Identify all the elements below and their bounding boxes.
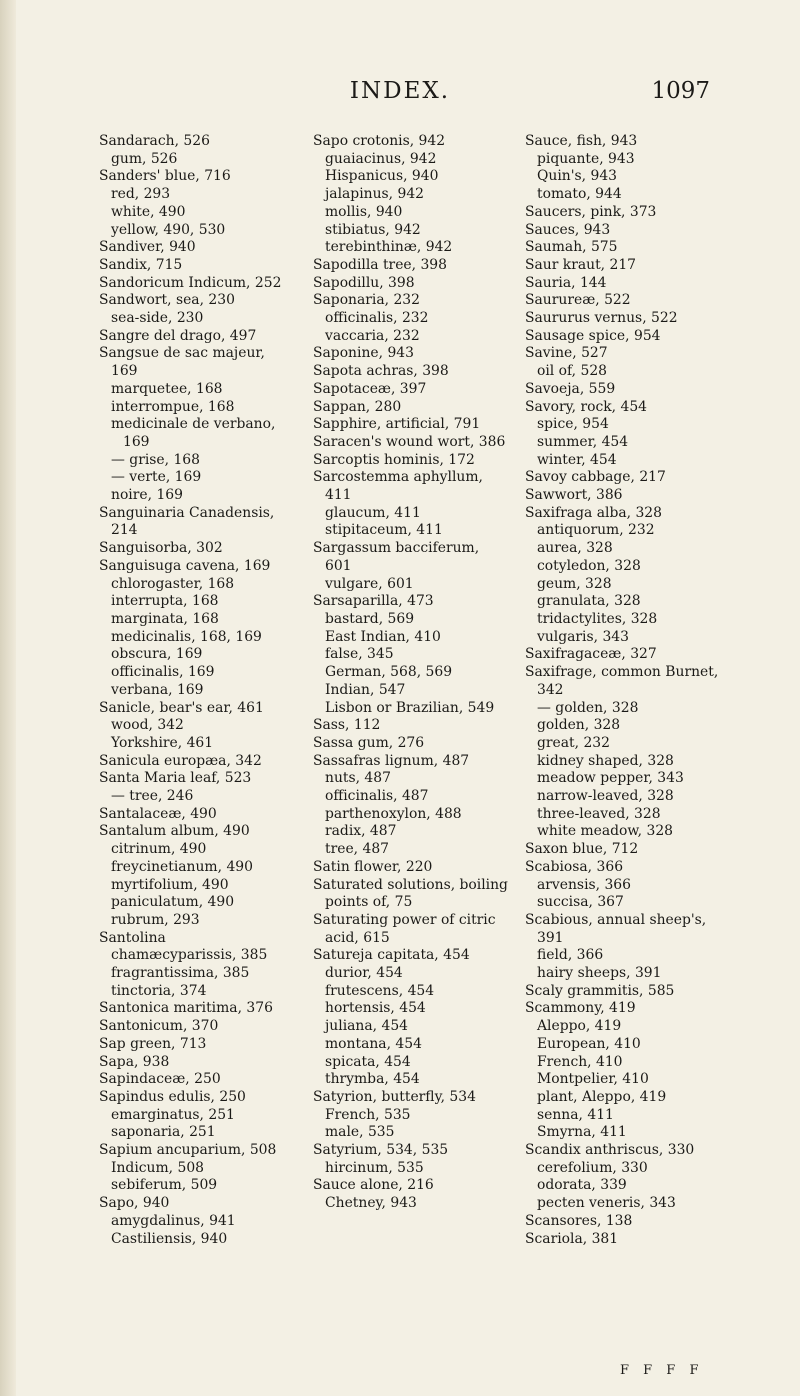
- index-entry: Saur kraut, 217: [525, 256, 637, 273]
- index-entry: Sandoricum Indicum, 252: [99, 274, 282, 291]
- index-subentry: saponaria, 251: [111, 1124, 216, 1141]
- index-subentry: golden, 328: [537, 717, 621, 734]
- index-subentry: field, 366: [537, 947, 604, 964]
- index-entry: Sapindaceæ, 250: [99, 1071, 221, 1088]
- index-subentry: Indicum, 508: [111, 1159, 205, 1176]
- index-entry: Sandwort, sea, 230: [99, 292, 235, 309]
- index-entry: Sauria, 144: [525, 274, 607, 291]
- index-subentry: radix, 487: [325, 823, 397, 840]
- index-entry: Sauces, 943: [525, 221, 611, 238]
- index-subentry: sea-side, 230: [111, 310, 204, 327]
- index-subentry: false, 345: [325, 646, 394, 663]
- index-entry: Sarcoptis hominis, 172: [313, 451, 475, 468]
- index-entry: Saucers, pink, 373: [525, 203, 657, 220]
- index-subentry: nuts, 487: [325, 770, 391, 787]
- index-subentry: Montpelier, 410: [537, 1071, 649, 1088]
- index-subentry: thrymba, 454: [325, 1071, 420, 1088]
- index-subentry: cerefolium, 330: [537, 1159, 648, 1176]
- index-subentry: bastard, 569: [325, 610, 415, 627]
- index-subentry: amygdalinus, 941: [111, 1212, 236, 1229]
- index-entry: Saturating power of citric acid, 615: [313, 911, 496, 946]
- index-entry: Sangsue de sac majeur, 169: [99, 345, 265, 380]
- index-subentry: succisa, 367: [537, 894, 624, 911]
- index-subentry: terebinthinæ, 942: [325, 239, 453, 256]
- index-subentry: freycinetianum, 490: [111, 858, 253, 875]
- index-subentry: kidney shaped, 328: [537, 752, 674, 769]
- index-entry: Sarcostemma aphyllum, 411: [313, 469, 483, 504]
- index-subentry: male, 535: [325, 1124, 395, 1141]
- index-subentry: red, 293: [111, 186, 171, 203]
- index-subentry: citrinum, 490: [111, 841, 207, 858]
- index-subentry: French, 410: [537, 1053, 623, 1070]
- page-number: 1097: [651, 78, 710, 104]
- index-subentry: Chetney, 943: [325, 1195, 417, 1212]
- index-subentry: vulgare, 601: [325, 575, 414, 592]
- index-entry: Saururеæ, 522: [525, 292, 631, 309]
- index-subentry: hortensis, 454: [325, 1000, 426, 1017]
- index-subentry: Lisbon or Brazilian, 549: [325, 699, 495, 716]
- index-entry: Scariola, 381: [525, 1230, 619, 1247]
- index-subentry: Aleppo, 419: [537, 1018, 622, 1035]
- index-subentry: arvensis, 366: [537, 876, 631, 893]
- index-entry: Sarsaparilla, 473: [313, 593, 434, 610]
- index-entry: Sapodilla tree, 398: [313, 256, 447, 273]
- index-subentry: medicinalis, 168, 169: [111, 628, 262, 645]
- index-subentry: winter, 454: [537, 451, 617, 468]
- index-entry: Sauce alone, 216: [313, 1177, 434, 1194]
- index-entry: Sapa, 938: [99, 1053, 170, 1070]
- index-subentry: obscura, 169: [111, 646, 203, 663]
- index-subentry: senna, 411: [537, 1106, 614, 1123]
- index-entry: Santalaceæ, 490: [99, 805, 217, 822]
- page-header: [0, 78, 800, 108]
- index-entry: Scabious, annual sheep's, 391: [525, 911, 707, 946]
- index-subentry: odorata, 339: [537, 1177, 627, 1194]
- index-subentry: pecten veneris, 343: [537, 1195, 676, 1212]
- index-entry: Sapphire, artificial, 791: [313, 416, 481, 433]
- index-column-2: [313, 133, 508, 1213]
- index-subentry: spicata, 454: [325, 1053, 411, 1070]
- index-subentry: plant, Aleppo, 419: [537, 1088, 667, 1105]
- index-subentry: white, 490: [111, 203, 186, 220]
- index-entry: Sandix, 715: [99, 256, 183, 273]
- index-entry: Scaly grammitis, 585: [525, 982, 675, 999]
- index-subentry: aurea, 328: [537, 540, 613, 557]
- index-subentry: glaucum, 411: [325, 504, 421, 521]
- index-subentry: frutescens, 454: [325, 982, 435, 999]
- index-entry: Sangre del drago, 497: [99, 327, 257, 344]
- index-subentry: stibiatus, 942: [325, 221, 421, 238]
- index-subentry: hairy sheeps, 391: [537, 965, 662, 982]
- index-subentry: gum, 526: [111, 150, 178, 167]
- index-subentry: spice, 954: [537, 416, 609, 433]
- index-subentry: white meadow, 328: [537, 823, 674, 840]
- index-subentry: Castiliensis, 940: [111, 1230, 228, 1247]
- index-entry: Satin flower, 220: [313, 858, 433, 875]
- index-subentry: mollis, 940: [325, 203, 403, 220]
- index-entry: Santonicum, 370: [99, 1018, 219, 1035]
- index-entry: Saxifragaceæ, 327: [525, 646, 657, 663]
- index-subentry: paniculatum, 490: [111, 894, 235, 911]
- index-entry: Scandix anthriscus, 330: [525, 1142, 695, 1159]
- index-entry: Scabiosa, 366: [525, 858, 624, 875]
- index-subentry: tree, 487: [325, 841, 390, 858]
- index-entry: Saxon blue, 712: [525, 841, 639, 858]
- index-subentry: piquante, 943: [537, 150, 635, 167]
- index-subentry: emarginatus, 251: [111, 1106, 235, 1123]
- index-entry: Sargassum bacciferum, 601: [313, 540, 480, 574]
- index-subentry: stipitaceum, 411: [325, 522, 443, 539]
- index-entry: Sausage spice, 954: [525, 327, 661, 344]
- signature-mark: F F F F: [620, 1363, 704, 1378]
- index-entry: Santolina chamæcyparissis, 385: [99, 929, 268, 964]
- index-entry: Sapo, 940: [99, 1195, 170, 1212]
- index-entry: Sanguisorba, 302: [99, 540, 223, 557]
- index-entry: Satyrium, 534, 535: [313, 1142, 449, 1159]
- index-subentry: narrow-leaved, 328: [537, 788, 674, 805]
- index-subentry: — grise, 168: [111, 451, 200, 468]
- index-subentry: officinalis, 169: [111, 664, 215, 681]
- index-subentry: guaiacinus, 942: [325, 150, 437, 167]
- index-subentry: European, 410: [537, 1035, 641, 1052]
- index-entry: Saxifrage, common Burnet, 342: [525, 664, 719, 698]
- index-entry: Sassafras lignum, 487: [313, 752, 470, 769]
- index-entry: Saumah, 575: [525, 239, 618, 256]
- index-subentry: marquetee, 168: [111, 380, 223, 397]
- index-entry: Sassa gum, 276: [313, 734, 425, 751]
- index-entry: Sappan, 280: [313, 398, 402, 415]
- index-entry: Sapium ancuparium, 508: [99, 1142, 277, 1159]
- index-subentry: myrtifolium, 490: [111, 876, 229, 893]
- index-entry: Sass, 112: [313, 717, 381, 734]
- index-entry: Santalum album, 490: [99, 823, 250, 840]
- index-entry: Santa Maria leaf, 523: [99, 770, 252, 787]
- index-entry: Sapodillu, 398: [313, 274, 415, 291]
- index-subentry: summer, 454: [537, 433, 629, 450]
- index-subentry: great, 232: [537, 734, 610, 751]
- index-entry: Sapota achras, 398: [313, 363, 449, 380]
- index-subentry: marginata, 168: [111, 610, 219, 627]
- index-subentry: vaccaria, 232: [325, 327, 420, 344]
- index-subentry: — golden, 328: [537, 699, 639, 716]
- index-entry: Saracen's wound wort, 386: [313, 433, 506, 450]
- index-subentry: German, 568, 569: [325, 664, 453, 681]
- index-entry: Saturated solutions, boiling points of, 75: [313, 876, 508, 911]
- index-entry: Savine, 527: [525, 345, 608, 362]
- index-entry: Satureja capitata, 454: [313, 947, 470, 964]
- index-subentry: chlorogaster, 168: [111, 575, 235, 592]
- index-subentry: tomato, 944: [537, 186, 622, 203]
- index-subentry: durior, 454: [325, 965, 403, 982]
- index-subentry: tridactylites, 328: [537, 610, 658, 627]
- index-entry: Sanguisuga cavena, 169: [99, 557, 271, 574]
- index-subentry: interrupta, 168: [111, 593, 219, 610]
- index-entry: Savory, rock, 454: [525, 398, 648, 415]
- index-entry: Sauce, fish, 943: [525, 133, 638, 149]
- index-subentry: interrompue, 168: [111, 398, 235, 415]
- index-entry: Saxifraga alba, 328: [525, 504, 662, 521]
- index-entry: Sap green, 713: [99, 1035, 207, 1052]
- index-subentry: officinalis, 487: [325, 788, 429, 805]
- index-entry: Sanicula europæa, 342: [99, 752, 262, 769]
- index-subentry: parthenoxylon, 488: [325, 805, 462, 822]
- index-subentry: yellow, 490, 530: [111, 221, 226, 238]
- index-subentry: noire, 169: [111, 487, 183, 504]
- index-entry: Sandarach, 526: [99, 133, 210, 149]
- index-subentry: Quin's, 943: [537, 168, 618, 185]
- index-subentry: oil of, 528: [537, 363, 608, 380]
- index-subentry: East Indian, 410: [325, 628, 441, 645]
- index-entry: Santonica maritima, 376: [99, 1000, 273, 1017]
- index-entry: Savoeja, 559: [525, 380, 616, 397]
- index-subentry: cotyledon, 328: [537, 557, 641, 574]
- index-entry: Sanguinaria Canadensis, 214: [99, 504, 275, 539]
- index-subentry: three-leaved, 328: [537, 805, 661, 822]
- index-subentry: rubrum, 293: [111, 911, 200, 928]
- index-subentry: geum, 328: [537, 575, 612, 592]
- page-gutter: [0, 0, 16, 1396]
- index-subentry: medicinale de verbano, 169: [111, 416, 276, 450]
- index-entry: Sapindus edulis, 250: [99, 1088, 246, 1105]
- index-subentry: sebiferum, 509: [111, 1177, 218, 1194]
- index-subentry: French, 535: [325, 1106, 411, 1123]
- index-subentry: wood, 342: [111, 717, 184, 734]
- index-subentry: antiquorum, 232: [537, 522, 655, 539]
- index-subentry: granulata, 328: [537, 593, 641, 610]
- index-subentry: hircinum, 535: [325, 1159, 424, 1176]
- index-subentry: tinctoria, 374: [111, 982, 207, 999]
- index-subentry: Smyrna, 411: [537, 1124, 627, 1141]
- index-column-3: [525, 133, 725, 1248]
- index-subentry: Indian, 547: [325, 681, 406, 698]
- index-subentry: — tree, 246: [111, 788, 194, 805]
- index-entry: Satyrion, butterfly, 534: [313, 1088, 476, 1105]
- index-column-1: [99, 133, 294, 1248]
- index-subentry: — verte, 169: [111, 469, 202, 486]
- index-subentry: officinalis, 232: [325, 310, 429, 327]
- index-entry: Sapotaceæ, 397: [313, 380, 427, 397]
- index-subentry: juliana, 454: [325, 1018, 408, 1035]
- index-entry: Savoy cabbage, 217: [525, 469, 666, 486]
- index-subentry: Hispanicus, 940: [325, 168, 439, 185]
- index-entry: Sanders' blue, 716: [99, 168, 231, 185]
- running-title: INDEX.: [349, 78, 451, 104]
- index-entry: Saponaria, 232: [313, 292, 420, 309]
- index-subentry: jalapinus, 942: [325, 186, 425, 203]
- index-subentry: verbana, 169: [111, 681, 204, 698]
- index-entry: Sanicle, bear's ear, 461: [99, 699, 264, 716]
- index-entry: Sawwort, 386: [525, 487, 623, 504]
- index-entry: Sandiver, 940: [99, 239, 196, 256]
- index-entry: Sapo crotonis, 942: [313, 133, 446, 149]
- index-entry: Saururus vernus, 522: [525, 310, 678, 327]
- index-subentry: meadow pepper, 343: [537, 770, 684, 787]
- index-subentry: Yorkshire, 461: [111, 734, 214, 751]
- index-entry: Scammony, 419: [525, 1000, 636, 1017]
- index-subentry: montana, 454: [325, 1035, 422, 1052]
- index-subentry: fragrantissima, 385: [111, 965, 250, 982]
- index-subentry: vulgaris, 343: [537, 628, 629, 645]
- index-entry: Scansores, 138: [525, 1212, 633, 1229]
- index-entry: Saponine, 943: [313, 345, 414, 362]
